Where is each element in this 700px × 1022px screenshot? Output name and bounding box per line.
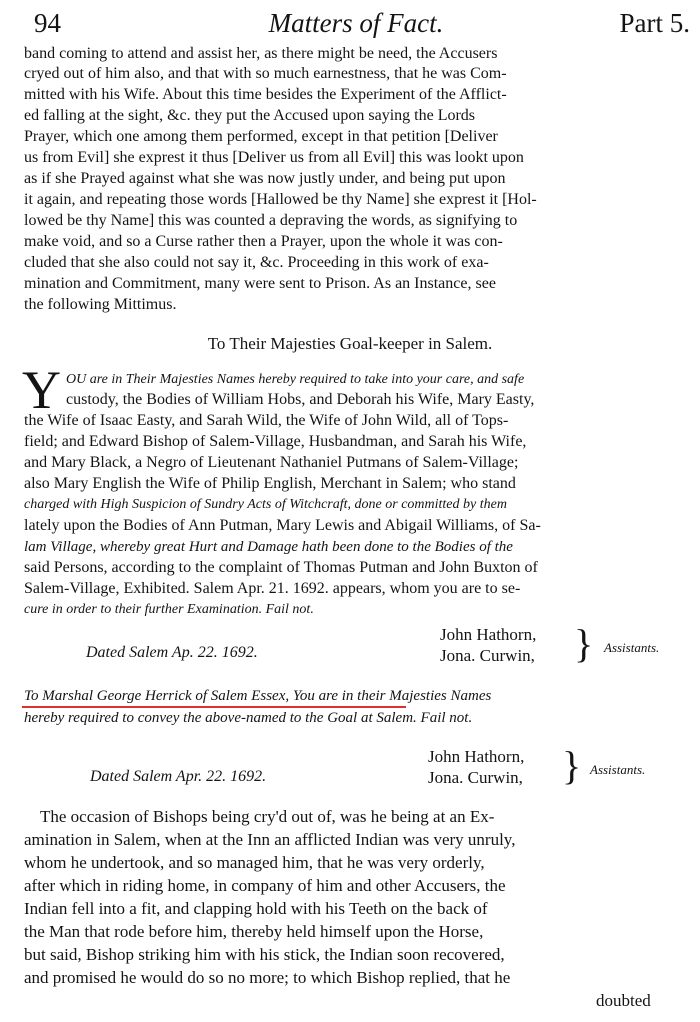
text-line: the following Mittimus. xyxy=(24,296,177,313)
mittimus-line: cure in order to their further Examination. Fail not. xyxy=(24,602,314,617)
text-line: make void, and so a Curse rather then a Prayer, upon the whole it was con- xyxy=(24,233,503,250)
text-line: Indian fell into a fit, and clapping hold with his Teeth on the back of xyxy=(24,899,488,918)
mittimus-line: said Persons, according to the complaint of Thomas Putman and John Buxton of xyxy=(24,559,538,576)
text-line: us from Evil] she exprest it thus [Deliver us from all Evil] this was lookt upon xyxy=(24,149,524,166)
text-line: as if she Prayed against what she was now justly under, and being put upon xyxy=(24,170,506,187)
signer-name: Jona. Curwin, xyxy=(428,768,523,787)
text-line: but said, Bishop striking him with his stick, the Indian soon recovered, xyxy=(24,945,505,964)
signer-name: John Hathorn, xyxy=(428,747,525,766)
text-line: amination in Salem, when at the Inn an afflicted Indian was very unruly, xyxy=(24,830,516,849)
drop-cap: Y xyxy=(22,360,61,420)
mittimus-line: custody, the Bodies of William Hobs, and Deborah his Wife, Mary Easty, xyxy=(66,391,535,408)
text-line: the Man that rode before him, thereby held himself upon the Horse, xyxy=(24,922,484,941)
text-line: and promised he would do so no more; to which Bishop replied, that he xyxy=(24,968,511,987)
mittimus-line: charged with High Suspicion of Sundry Acts of Witchcraft, done or committed by them xyxy=(24,497,507,512)
marshal-order-line: hereby required to convey the above-named to the Goal at Salem. Fail not. xyxy=(24,710,473,726)
marshal-order-line: To Marshal George Herrick of Salem Essex, You are in their Majesties Names xyxy=(24,688,492,704)
text-line: band coming to attend and assist her, as there might be need, the Accusers xyxy=(24,45,498,62)
text-line: lowed be thy Name] this was counted a depraving the words, as signifying to xyxy=(24,212,518,229)
text-line: after which in riding home, in company of him and other Accusers, the xyxy=(24,876,506,895)
running-header xyxy=(22,4,690,40)
mittimus-line: and Mary Black, a Negro of Lieutenant Nathaniel Putmans of Salem-Village; xyxy=(24,454,519,471)
mittimus-line: OU are in Their Majesties Names hereby required to take into your care, and safe xyxy=(66,372,525,387)
signer-name: John Hathorn, xyxy=(440,625,537,644)
brace: } xyxy=(574,621,594,666)
text-line: Prayer, which one among them performed, except in that petition [Deliver xyxy=(24,128,498,145)
mittimus-line: also Mary English the Wife of Philip English, Merchant in Salem; who stand xyxy=(24,475,516,492)
text-line: cluded that she also could not say it, &c. Proceeding in this work of exa- xyxy=(24,254,489,271)
text-line: mination and Commitment, many were sent to Prison. As an Instance, see xyxy=(24,275,496,292)
catchword: doubted xyxy=(596,991,651,1010)
signatures xyxy=(440,624,536,666)
signer-role: Assistants. xyxy=(590,762,646,777)
text-line: ed falling at the sight, &c. they put the Accused upon saying the Lords xyxy=(24,107,476,124)
part-label: Part 5. xyxy=(619,8,690,38)
brace: } xyxy=(562,743,582,788)
running-title: Matters of Fact. xyxy=(268,8,444,38)
text-line: it again, and repeating those words [Hallowed be thy Name] she exprest it [Hol- xyxy=(24,191,537,208)
dated-line: Dated Salem Ap. 22. 1692. xyxy=(86,644,258,661)
mittimus-line: lately upon the Bodies of Ann Putman, Mary Lewis and Abigail Williams, of Sa- xyxy=(24,517,541,534)
warrant-heading: To Their Majesties Goal-keeper in Salem. xyxy=(207,334,493,353)
mittimus-line: lam Village, whereby great Hurt and Damage hath been done to the Bodies of the xyxy=(24,539,513,555)
signer-role: Assistants. xyxy=(604,640,660,655)
signer-name: Jona. Curwin, xyxy=(440,646,535,665)
signatures xyxy=(428,746,524,788)
mittimus-line: field; and Edward Bishop of Salem-Village, Husbandman, and Sarah his Wife, xyxy=(24,433,527,450)
dated-line: Dated Salem Apr. 22. 1692. xyxy=(90,768,267,785)
page-number: 94 xyxy=(34,8,61,38)
text-line: mitted with his Wife. About this time besides the Experiment of the Afflict- xyxy=(24,86,507,103)
mittimus-line: Salem-Village, Exhibited. Salem Apr. 21. 1692. appears, whom you are to se- xyxy=(24,580,521,597)
text-line: whom he undertook, and so managed him, that he was very orderly, xyxy=(24,853,485,872)
text-line: cryed out of him also, and that with so much earnestness, that he was Com- xyxy=(24,65,507,82)
text-line: The occasion of Bishops being cry'd out of, was he being at an Ex- xyxy=(40,807,495,826)
mittimus-line: the Wife of Isaac Easty, and Sarah Wild, the Wife of John Wild, all of Tops- xyxy=(24,412,509,429)
